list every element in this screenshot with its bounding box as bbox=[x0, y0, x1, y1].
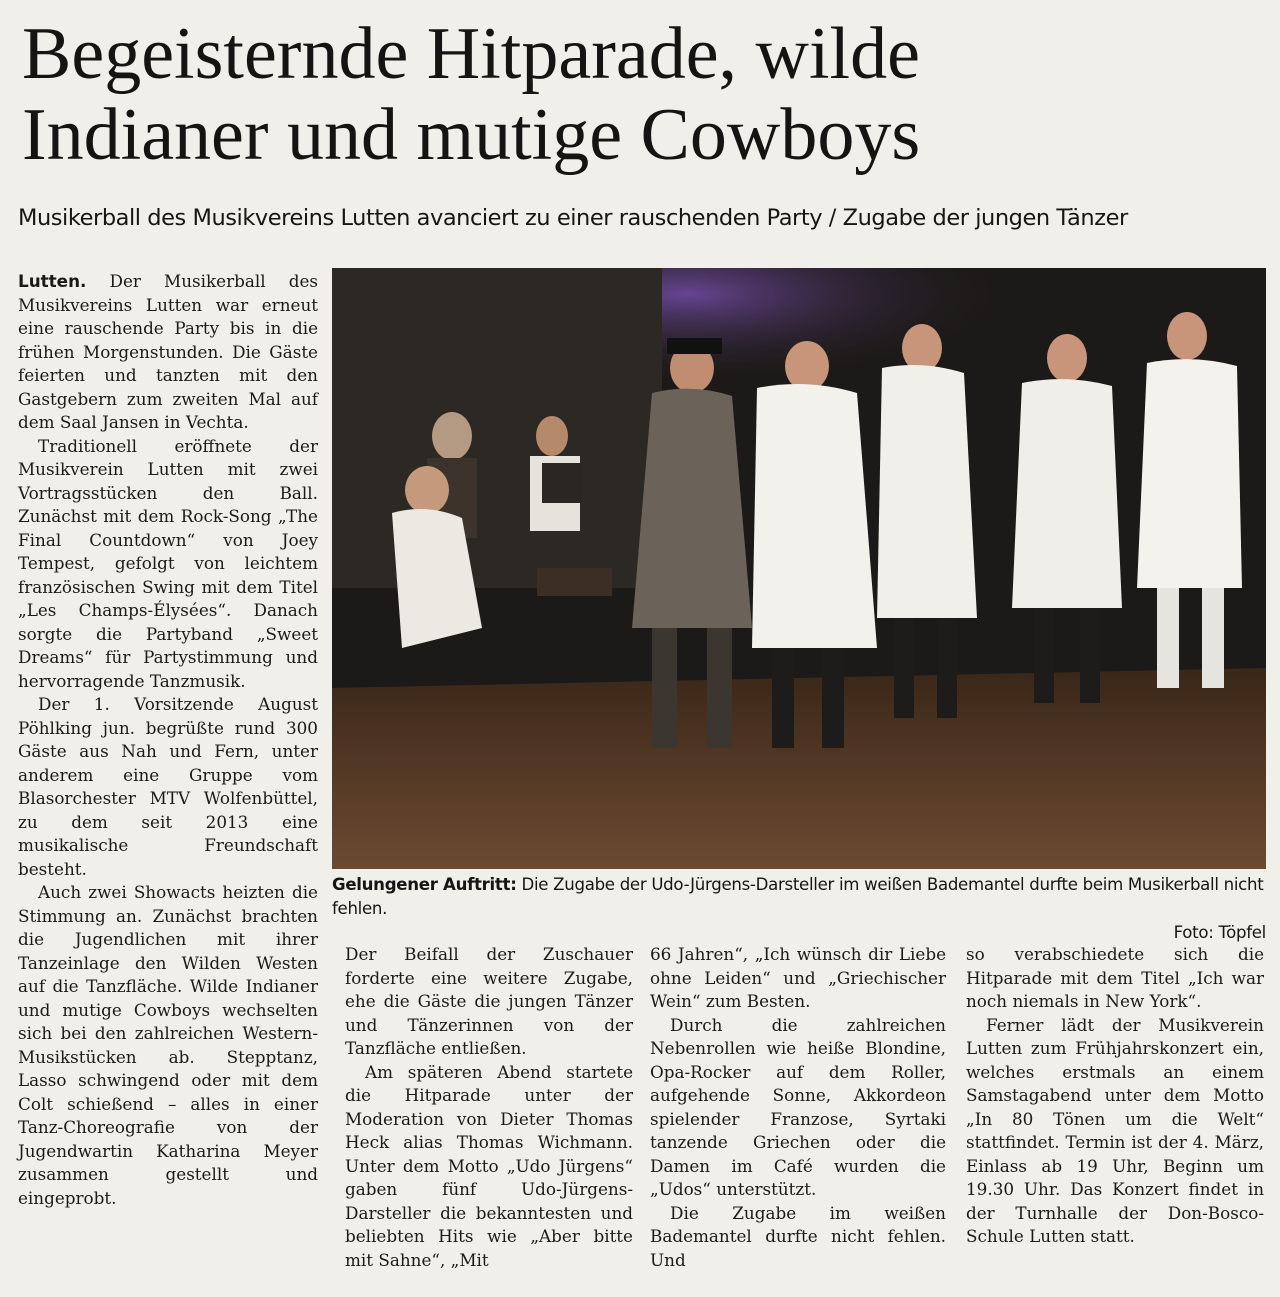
paragraph-8: Durch die zahlreichen Nebenrollen wie heiße Blondine, Opa-Rocker auf dem Roller, aufgehende Sonne, Akkordeon spielender Franzose, Syrtaki tanzende Griechen oder die Damen im Café wurden die „Udos“ unterstützt. bbox=[650, 1014, 946, 1199]
headline bbox=[22, 14, 1262, 176]
column-4 bbox=[966, 943, 1264, 1249]
paragraph-4: Auch zwei Showacts heizten die Stimmung an. Zunächst brachten die Jugendlichen mit ihrer Tanzeinlage den Wilden Westen auf die Tanzfläche. Wilde Indianer und mutige Cowboys wechselten sich bei den zahlreichen Western-Musikstücken ab. Stepptanz, Lasso schwingend oder mit dem Colt schießend – alles in einer Tanz-Choreografie von der Jugendwartin Katharina Meyer zusammen gestellt und eingeprobt. bbox=[18, 882, 318, 1208]
photo-caption bbox=[332, 873, 1266, 945]
dateline: Lutten. bbox=[18, 271, 87, 291]
back-wall bbox=[332, 268, 662, 588]
paragraph-1-text: Der Musikerball des Musikvereins Lutten war erneut eine rauschende Party bis in die frühen Morgenstunden. Die Gäste feierten und tanzten mit den Gastgebern zum zweiten Mal auf dem Saal Jansen in Vechta. bbox=[18, 271, 319, 432]
article-photo bbox=[332, 268, 1266, 869]
headline-line-1: Begeisternde Hitparade, wilde bbox=[22, 13, 920, 95]
column-2 bbox=[345, 943, 633, 1272]
photo-illustration bbox=[332, 268, 1266, 869]
column-3 bbox=[650, 943, 946, 1272]
paragraph-5: Der Beifall der Zuschauer forderte eine weitere Zugabe, ehe die Gäste die jungen Tänzer und Tänzerinnen von der Tanzfläche entließen. bbox=[345, 944, 633, 1058]
caption-text: Die Zugabe der Udo-Jürgens-Darsteller im weißen Bademantel durfte beim Musikerball nicht fehlen. bbox=[332, 875, 1264, 918]
subheadline: Musikerball des Musikvereins Lutten avanciert zu einer rauschenden Party / Zugabe der jungen Tänzer bbox=[18, 205, 1128, 231]
paragraph-7: 66 Jahren“, „Ich wünsch dir Liebe ohne Leiden“ und „Griechischer Wein“ zum Besten. bbox=[650, 944, 946, 1011]
paragraph-2: Traditionell eröffnete der Musikverein Lutten mit zwei Vortragsstücken den Ball. Zunächst mit dem Rock-Song „The Final Countdown“ von Joey Tempest, gefolgt von leichtem französischen Swing mit dem Titel „Les Champs-Élysées“. Danach sorgte die Partyband „Sweet Dreams“ für Partystimmung und hervorragende Tanzmusik. bbox=[18, 435, 318, 691]
column-1 bbox=[18, 270, 318, 1210]
paragraph-6: Am späteren Abend startete die Hitparade unter der Moderation von Dieter Thomas Heck alias Thomas Wichmann. Unter dem Motto „Udo Jürgens“ gaben fünf Udo-Jürgens-Darsteller die bekanntesten und beliebten Hits wie „Aber bitte mit Sahne“, „Mit bbox=[345, 1061, 633, 1270]
dance-floor bbox=[332, 668, 1266, 869]
photo-credit: Foto: Töpfel bbox=[1173, 923, 1266, 942]
paragraph-11: Ferner lädt der Musikverein Lutten zum Frühjahrskonzert ein, welches erstmals an einem Samstagabend unter dem Motto „In 80 Tönen um die Welt“ stattfindet. Termin ist der 4. März, Einlass ab 19 Uhr, Beginn um 19.30 Uhr. Das Konzert findet in der Turnhalle der Don-Bosco-Schule Lutten statt. bbox=[966, 1014, 1264, 1246]
paragraph-3: Der 1. Vorsitzende August Pöhlking jun. begrüßte rund 300 Gäste aus Nah und Fern, unter anderem eine Gruppe vom Blasorchester MTV Wolfenbüttel, zu dem seit 2013 eine musikalische Freundschaft besteht. bbox=[18, 694, 318, 879]
caption-label: Gelungener Auftritt: bbox=[332, 875, 517, 894]
paragraph-10: so verabschiedete sich die Hitparade mit dem Titel „Ich war noch niemals in New York“. bbox=[966, 944, 1264, 1011]
paragraph-1 bbox=[18, 270, 318, 435]
paragraph-9: Die Zugabe im weißen Bademantel durfte nicht fehlen. Und bbox=[650, 1202, 946, 1270]
headline-line-2: Indianer und mutige Cowboys bbox=[22, 94, 921, 176]
